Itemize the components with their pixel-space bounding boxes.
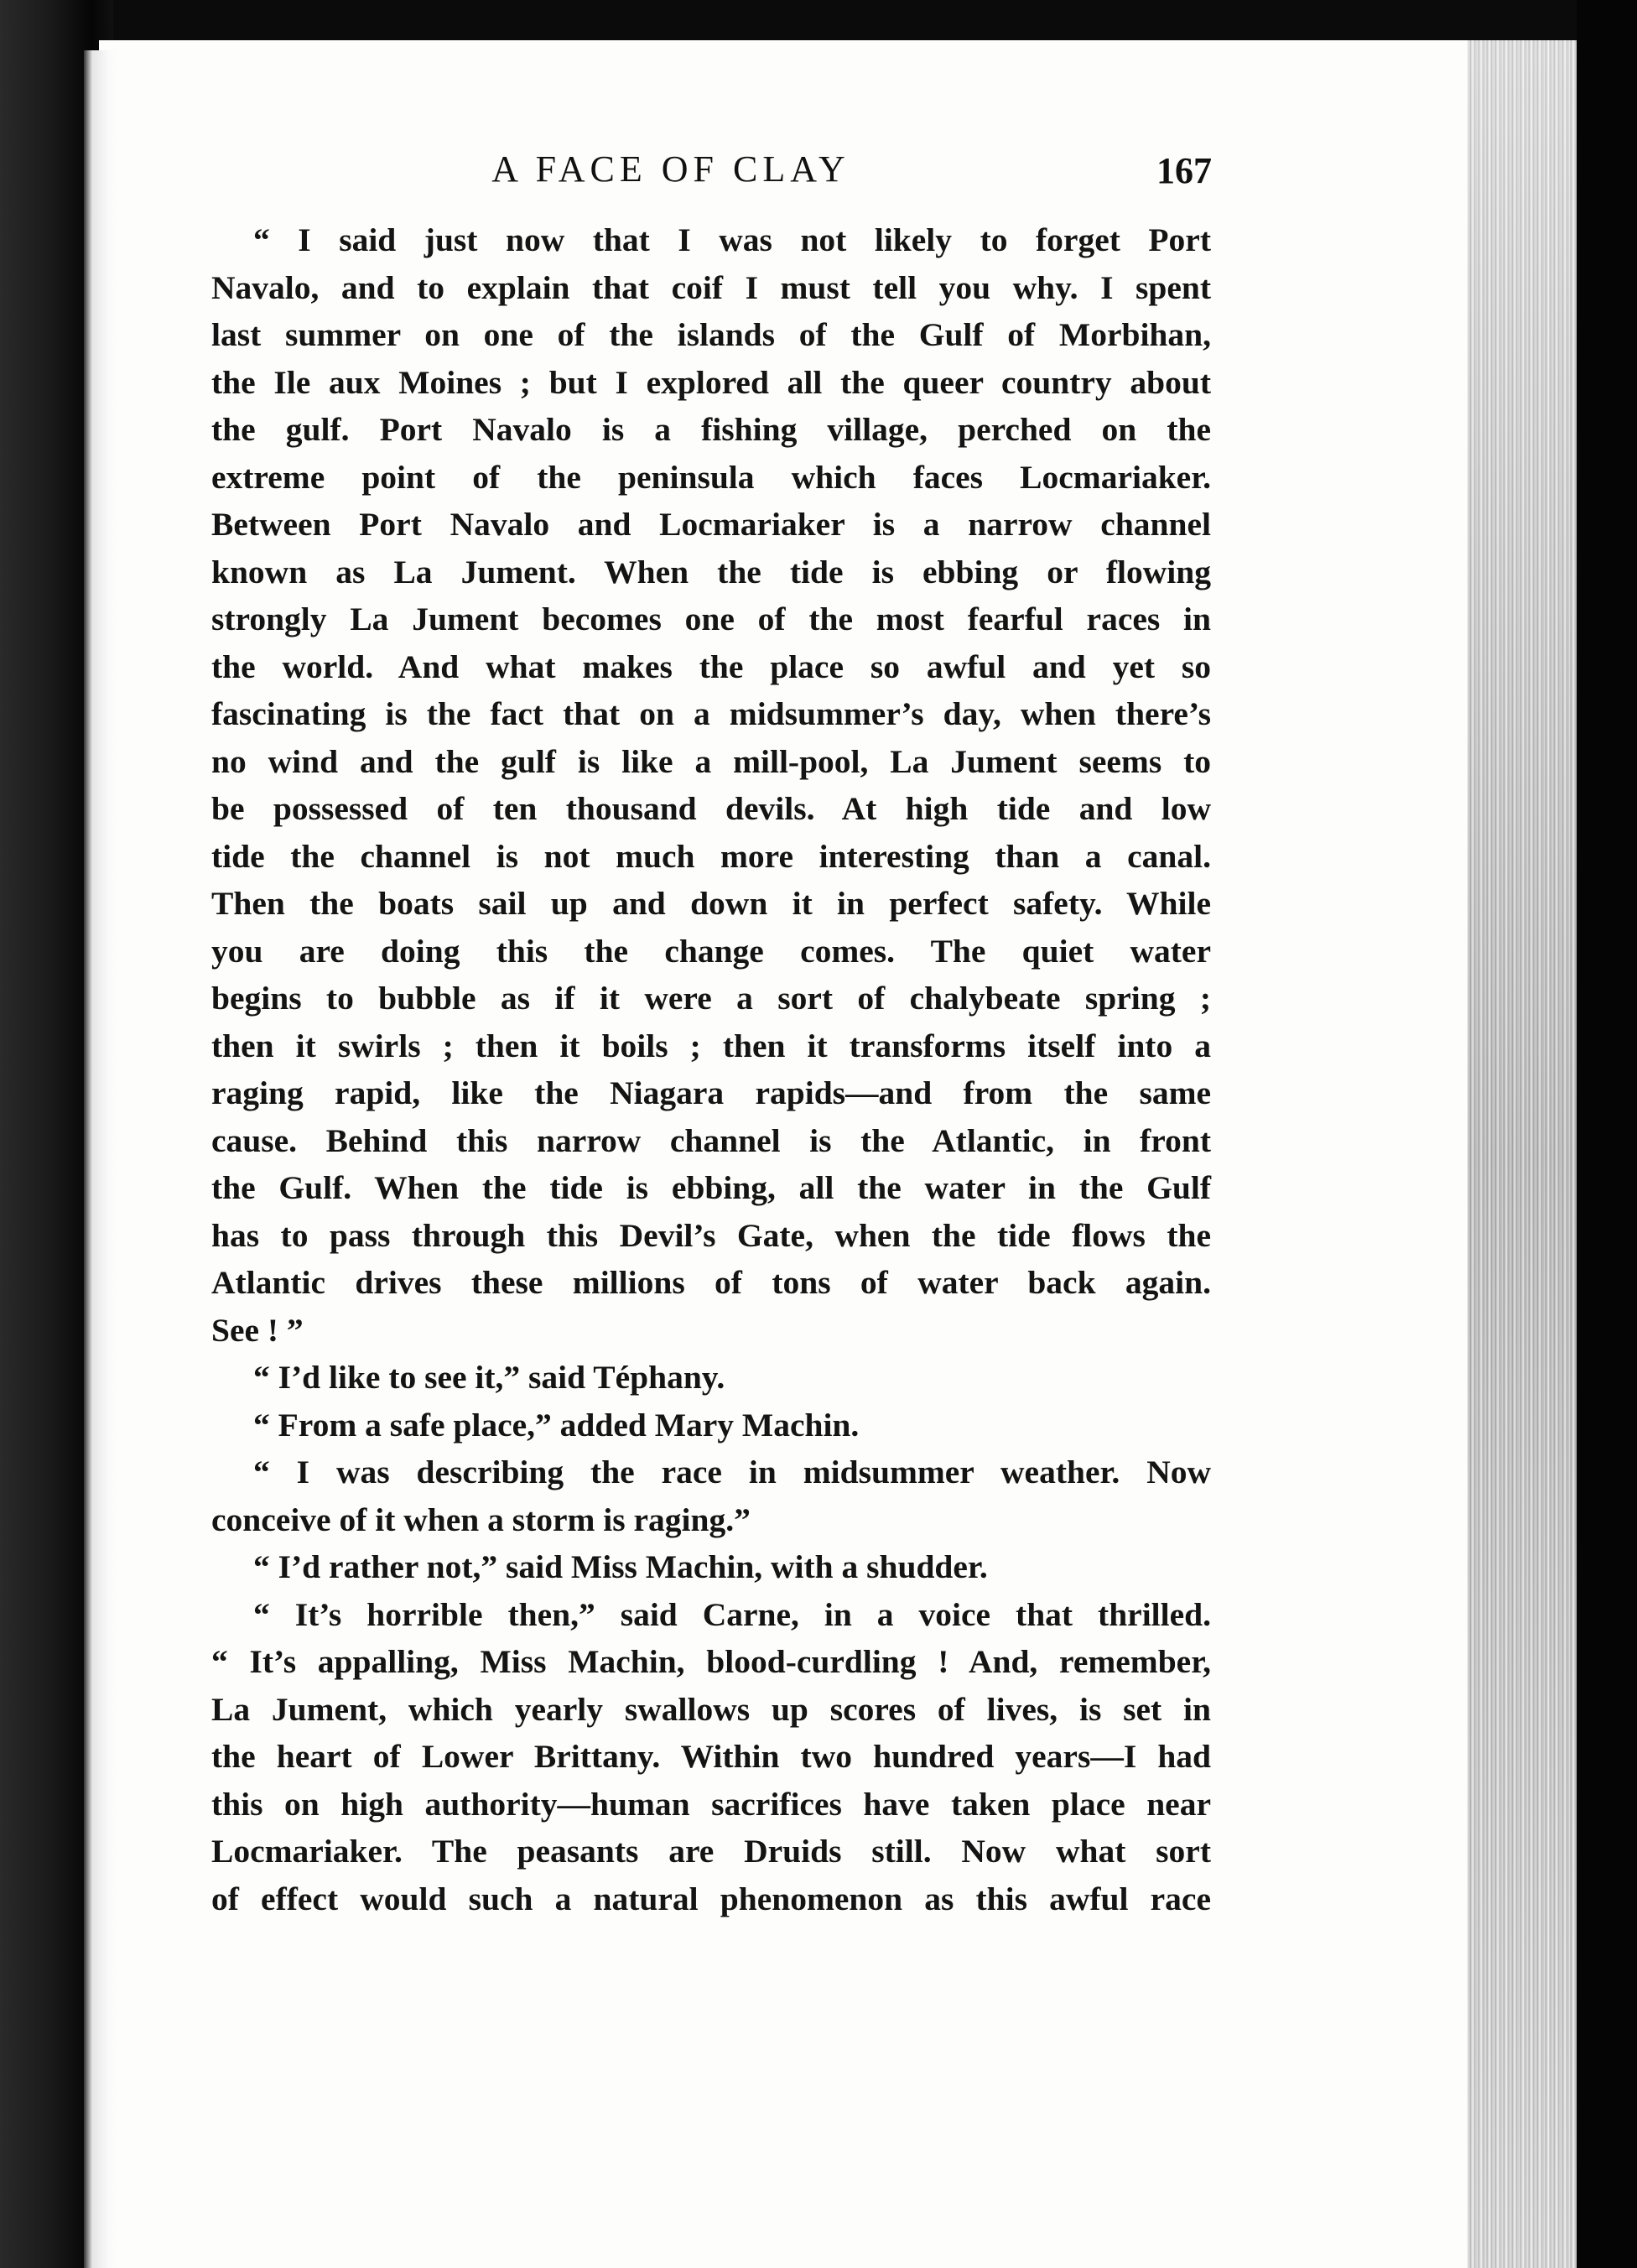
text-line: La Jument, which yearly swallows up scores of lives, is set in: [211, 1690, 1211, 1728]
text-line: then it swirls ; then it boils ; then it transforms itself into a: [211, 1027, 1211, 1064]
text-line: “ I was describing the race in midsummer weather. Now: [253, 1454, 1211, 1490]
running-head: A FACE OF CLAY: [491, 148, 850, 190]
text-line: cause. Behind this narrow channel is the Atlantic, in front: [211, 1121, 1211, 1159]
text-line: the heart of Lower Brittany. Within two hundred years—I had: [211, 1738, 1211, 1775]
text-line: Navalo, and to explain that coif I must tell you why. I spent: [211, 268, 1211, 306]
page-gutter: [84, 50, 117, 2268]
text-line: has to pass through this Devil’s Gate, when the tide flows the: [211, 1216, 1211, 1254]
text-line: the gulf. Port Navalo is a fishing village, perched on the: [211, 411, 1211, 448]
body-text: [211, 216, 1211, 1922]
text-line: conceive of it when a storm is raging.”: [211, 1501, 751, 1538]
text-line: tide the channel is not much more interesting than a canal.: [211, 837, 1211, 875]
text-line: extreme point of the peninsula which faces Locmariaker.: [211, 458, 1211, 496]
text-line: strongly La Jument becomes one of the most fearful races in: [211, 601, 1211, 637]
text-line: of effect would such a natural phenomenon as this awful race: [211, 1880, 1211, 1917]
scan-right-border: [1577, 0, 1637, 2268]
text-line: last summer on one of the islands of the Gulf of Morbihan,: [211, 316, 1211, 353]
page-header: [214, 148, 1212, 206]
text-line: begins to bubble as if it were a sort of chalybeate spring ;: [211, 980, 1211, 1017]
text-line: the Gulf. When the tide is ebbing, all the water in the Gulf: [211, 1169, 1211, 1206]
text-line: raging rapid, like the Niagara rapids—and from the same: [211, 1074, 1211, 1111]
text-line: “ It’s horrible then,” said Carne, in a voice that thrilled.: [253, 1595, 1211, 1633]
text-line: the world. And what makes the place so awful and yet so: [211, 648, 1211, 685]
text-line: this on high authority—human sacrifices have taken place near: [211, 1785, 1211, 1823]
text-line: “ I’d rather not,” said Miss Machin, with a shudder.: [253, 1548, 988, 1585]
text-line: Locmariaker. The peasants are Druids still. Now what sort: [211, 1833, 1211, 1870]
text-line: fascinating is the fact that on a midsummer’s day, when there’s: [211, 695, 1211, 732]
text-line: “ I’d like to see it,” said Téphany.: [253, 1359, 725, 1396]
text-line: See ! ”: [211, 1311, 304, 1349]
page-number: 167: [1156, 150, 1212, 191]
text-line: “ I said just now that I was not likely to forget Port: [253, 221, 1211, 258]
text-line: Atlantic drives these millions of tons of water back again.: [211, 1264, 1211, 1301]
text-line: Between Port Navalo and Locmariaker is a narrow channel: [211, 506, 1211, 543]
text-line: be possessed of ten thousand devils. At high tide and low: [211, 790, 1211, 827]
scan-top-border: [0, 0, 1637, 44]
text-line: the Ile aux Moines ; but I explored all the queer country about: [211, 363, 1211, 401]
page-edges-stack: [1468, 40, 1577, 2268]
text-line: “ It’s appalling, Miss Machin, blood-curdling ! And, remember,: [211, 1643, 1211, 1680]
text-line: Then the boats sail up and down it in perfect safety. While: [211, 885, 1211, 922]
text-line: you are doing this the change comes. The quiet water: [211, 932, 1211, 970]
text-line: “ From a safe place,” added Mary Machin.: [253, 1406, 860, 1444]
text-line: no wind and the gulf is like a mill-pool, La Jument seems to: [211, 742, 1211, 780]
text-line: known as La Jument. When the tide is ebbing or flowing: [211, 553, 1211, 590]
